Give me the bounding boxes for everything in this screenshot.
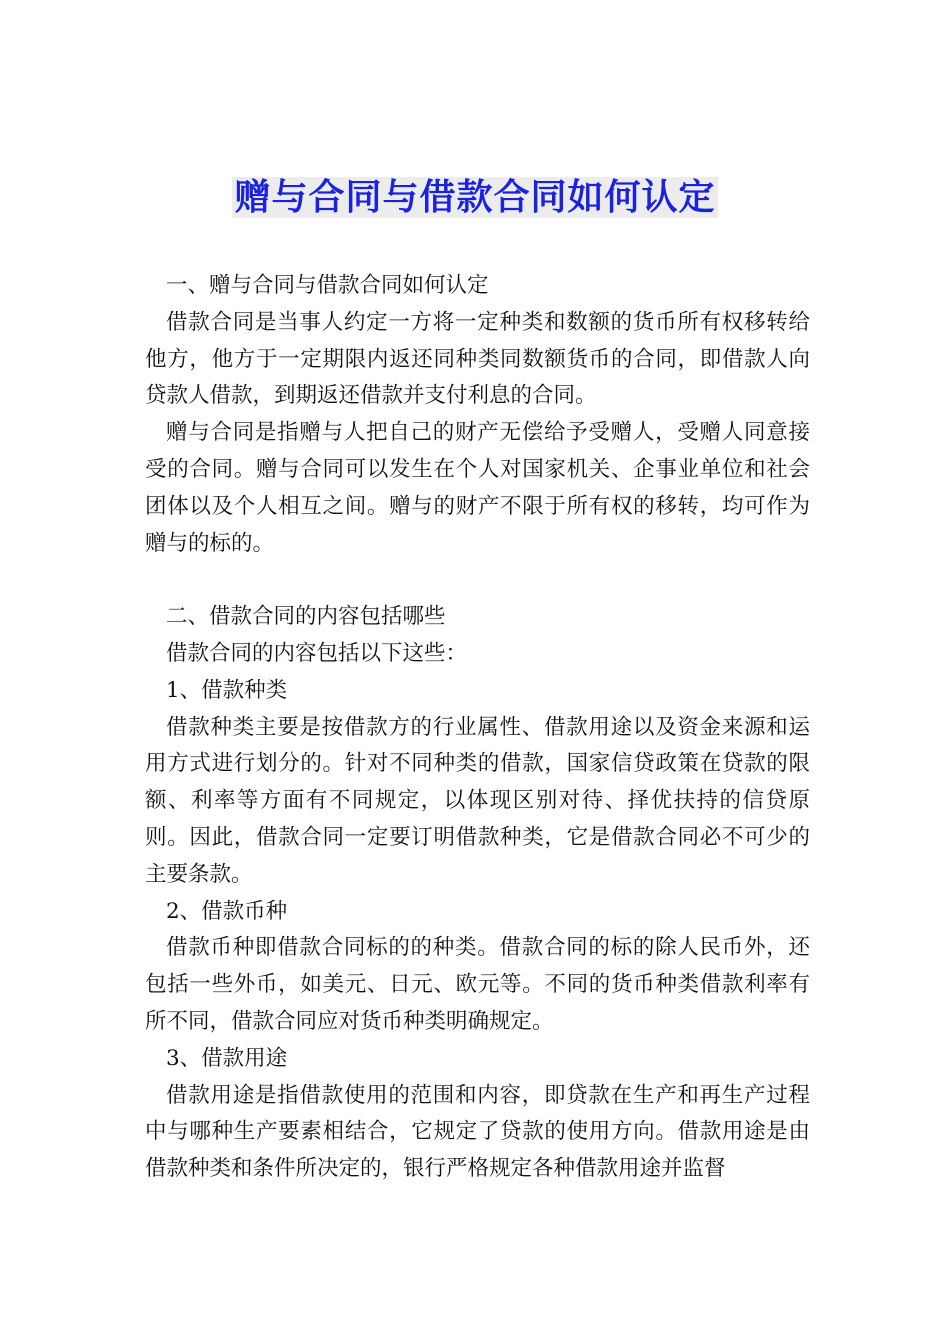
blank-line bbox=[145, 562, 810, 599]
section-heading-2: 二、借款合同的内容包括哪些 bbox=[166, 604, 446, 630]
body-paragraph: 赠与合同是指赠与人把自己的财产无偿给予受赠人，受赠人同意接受的合同。赠与合同可以发生在个人对国家机关、企事业单位和社会团体以及个人相互之间。赠与的财产不限于所有权的移转，均可作为赠与的标的。 bbox=[145, 420, 810, 556]
body-paragraph: 借款种类主要是按借款方的行业属性、借款用途以及资金来源和运用方式进行划分的。针对不同种类的借款，国家信贷政策在贷款的限额、利率等方面有不同规定，以体现区别对待、择优扶持的信贷原则。因此，借款合同一定要订明借款种类，它是借款合同必不可少的主要条款。 bbox=[145, 714, 810, 887]
body-paragraph: 借款币种即借款合同标的的种类。借款合同的标的除人民币外，还包括一些外币，如美元、日元、欧元等。不同的货币种类借款利率有所不同，借款合同应对货币种类明确规定。 bbox=[145, 935, 810, 1034]
document-title-text: 赠与合同与借款合同如何认定 bbox=[234, 177, 716, 218]
subheading-loan-purpose: 3、借款用途 bbox=[166, 1045, 288, 1071]
section-heading-1: 一、赠与合同与借款合同如何认定 bbox=[166, 273, 489, 298]
document-body bbox=[145, 268, 810, 1188]
subheading-loan-currency: 2、借款币种 bbox=[166, 898, 288, 924]
body-paragraph: 借款合同是当事人约定一方将一定种类和数额的货币所有权移转给他方，他方于一定期限内返还同种类同数额货币的合同，即借款人向贷款人借款，到期返还借款并支付利息的合同。 bbox=[145, 309, 810, 409]
subheading-loan-type: 1、借款种类 bbox=[166, 677, 288, 703]
document-title bbox=[0, 172, 950, 224]
body-paragraph: 借款合同的内容包括以下这些： bbox=[166, 640, 468, 666]
body-paragraph: 借款用途是指借款使用的范围和内容，即贷款在生产和再生产过程中与哪种生产要素相结合，它规定了贷款的使用方向。借款用途是由借款种类和条件所决定的，银行严格规定各种借款用途并监督 bbox=[145, 1082, 810, 1182]
